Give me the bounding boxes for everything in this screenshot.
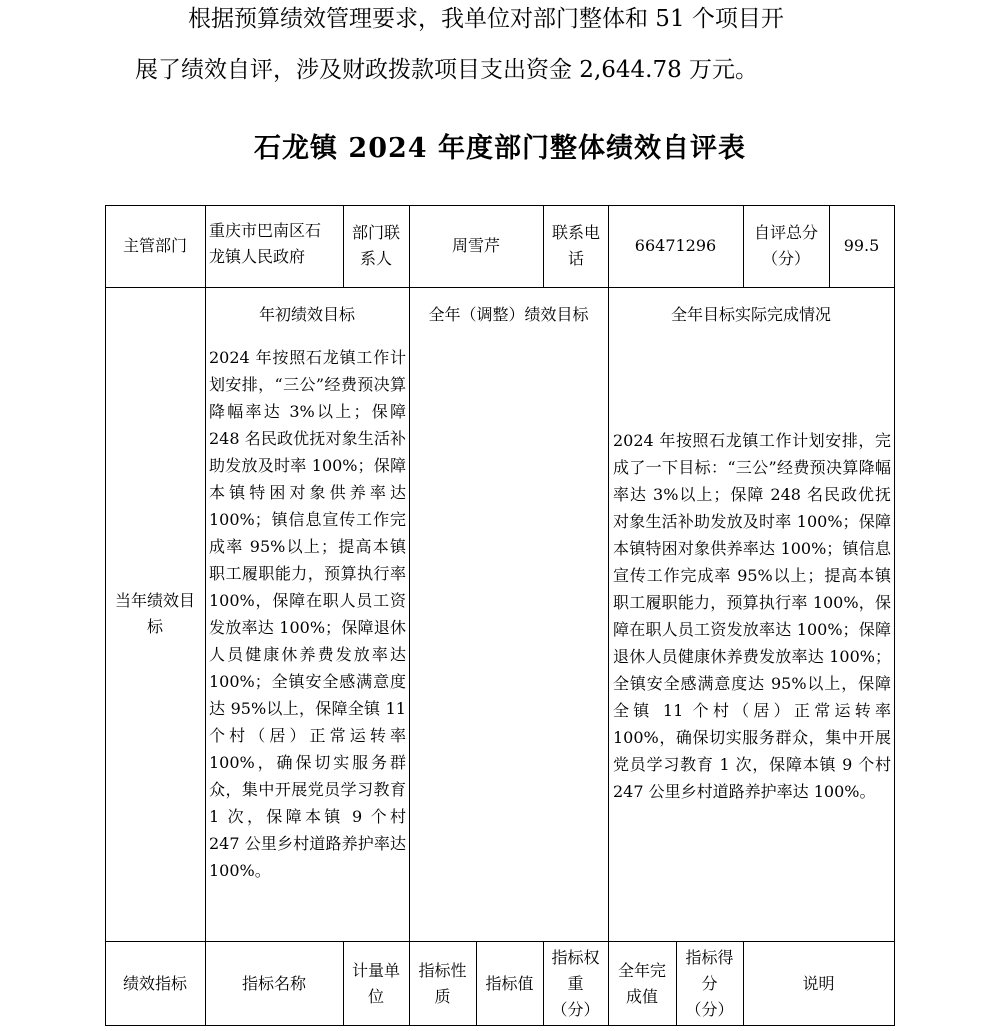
score-value: 99.5 — [843, 236, 880, 255]
score-label: 自评总分 （分） — [753, 223, 818, 268]
intro-line-2: 展了绩效自评，涉及财政拨款项目支出资金 2,644.78 万元。 — [135, 57, 759, 83]
indicator-nature-header: 指标性 质 — [418, 960, 467, 1006]
phone-label: 联系电 话 — [551, 223, 600, 268]
phone-value: 66471296 — [634, 236, 717, 255]
intro-line-1: 根据预算绩效管理要求，我单位对部门整体和 51 个项目开 — [188, 6, 784, 32]
page-title: 石龙镇 2024 年度部门整体绩效自评表 — [254, 133, 746, 164]
contact-label: 部门联 系人 — [351, 223, 400, 268]
indicator-note-header: 说明 — [802, 973, 835, 993]
col-adjusted-header: 全年（调整）绩效目标 — [428, 305, 589, 324]
dept-value: 重庆市巴南区石 龙镇人民政府 — [209, 221, 322, 266]
indicator-unit-header: 计量单 位 — [351, 960, 400, 1006]
indicator-score-header: 指标得 分 （分） — [685, 947, 734, 1019]
table-rule-header — [105, 287, 895, 288]
col-initial-header: 年初绩效目标 — [258, 305, 355, 324]
dept-label: 主管部门 — [122, 236, 187, 255]
indicator-annual-header: 全年完 成值 — [617, 960, 666, 1006]
col-actual-header: 全年目标实际完成情况 — [670, 305, 831, 324]
indicators-row-label: 绩效指标 — [122, 973, 187, 993]
table-col-rule — [409, 205, 410, 1026]
indicator-name-header: 指标名称 — [241, 973, 306, 993]
indicator-weight-header: 指标权 重 （分） — [551, 947, 600, 1019]
table-border-right — [894, 205, 895, 1026]
actual-result-text: 2024 年按照石龙镇工作计划安排，完成了一下目标：“三公”经费预决算降幅率达 3%以上；保障 248 名民政优抚对象生活补助发放及时率 100%；保障本镇特困对象供养率达 100%；镇信息宣传工作完成率 95%以上；提高本镇职工履职能力，预算执行率 100%，保障在职人员工资发放率达 100%；保障退休人员健康休养费发放率达 100%；全镇安全感满意度达 95%以上，保障全镇 11 个村（居）正常运转率 100%，确保切实服务群众，集中开展党员学习教育 1 次，保障本镇 9 个村 247 公里乡村道路养护率达 100%。 — [613, 431, 891, 801]
goals-row-label: 当年绩效目 标 — [114, 591, 195, 636]
contact-value: 周雪芹 — [451, 236, 500, 255]
initial-goal-text: 2024 年按照石龙镇工作计划安排，“三公”经费预决算降幅率达 3%以上；保障 248 名民政优抚对象生活补助发放及时率 100%；保障本镇特困对象供养率达 100%；镇信息宣传工作完成率 95%以上；提高本镇职工履职能力，预算执行率 100%，保障在职人员工资发放率达 100%；保障退休人员健康休养费发放率达 100%；全镇安全感满意度达 95%以上，保障全镇 11 个村（居）正常运转率 100%，确保切实服务群众，集中开展党员学习教育 1 次，保障本镇 9 个村 247 公里乡村道路养护率达 100%。 — [209, 348, 406, 880]
indicator-value-header: 指标值 — [485, 973, 534, 993]
